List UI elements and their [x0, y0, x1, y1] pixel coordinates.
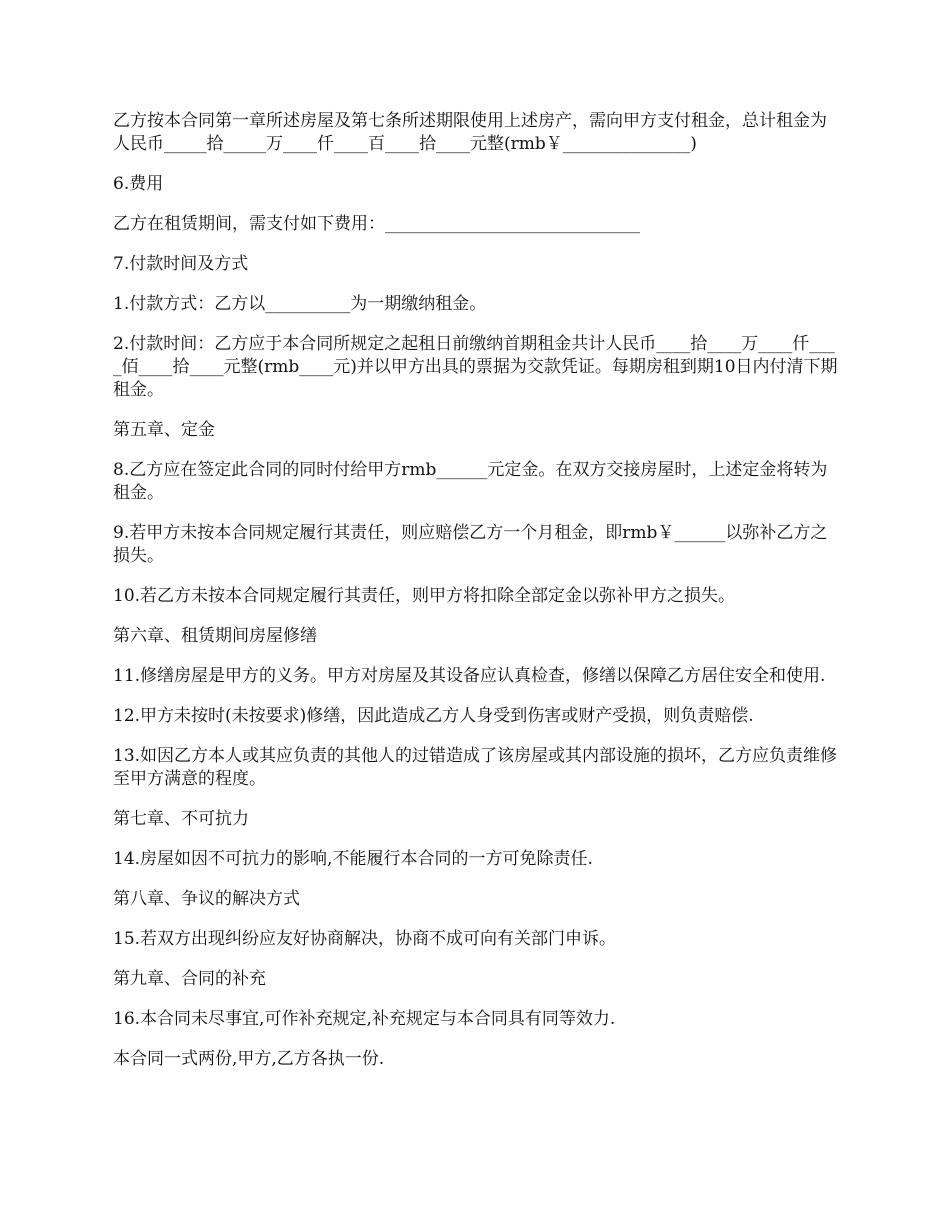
heading-payment: 7.付款时间及方式: [113, 254, 249, 274]
heading-chapter-7: 第七章、不可抗力: [113, 809, 249, 829]
paragraph-rent-total: 乙方按本合同第一章所述房屋及第七条所述期限使用上述房产，需向甲方支付租金，总计租金为人民币_____拾_____万____仟____百____拾____元整(rmb￥_______________): [113, 111, 827, 154]
paragraph-force-majeure: 14.房屋如因不可抗力的影响,不能履行本合同的一方可免除责任.: [113, 849, 593, 869]
heading-chapter-9: 第九章、合同的补充: [113, 969, 266, 989]
paragraph-tenant-damage: 13.如因乙方本人或其应负责的其他人的过错造成了该房屋或其内部设施的损坏，乙方应负责维修至甲方满意的程度。: [113, 746, 838, 789]
paragraph-payment-time: 2.付款时间：乙方应于本合同所规定之起租日前缴纳首期租金共计人民币____拾____万____仟____佰____拾____元整(rmb____元)并以甲方出具的票据为交款凭证。每期房租到期10日内付清下期租金。: [113, 334, 838, 400]
paragraph-deposit: 8.乙方应在签定此合同的同时付给甲方rmb______元定金。在双方交接房屋时，上述定金将转为租金。: [113, 460, 828, 503]
paragraph-payment-method: 1.付款方式：乙方以__________为一期缴纳租金。: [113, 294, 487, 314]
paragraph-repair-failure: 12.甲方未按时(未按要求)修缮，因此造成乙方人身受到伤害或财产受损，则负责赔偿.: [113, 706, 754, 726]
paragraph-landlord-breach: 9.若甲方未按本合同规定履行其责任，则应赔偿乙方一个月租金，即rmb￥______以弥补乙方之损失。: [113, 523, 828, 566]
heading-chapter-5: 第五章、定金: [113, 420, 215, 440]
heading-chapter-8: 第八章、争议的解决方式: [113, 889, 300, 909]
paragraph-tenant-breach: 10.若乙方未按本合同规定履行其责任，则甲方将扣除全部定金以弥补甲方之损失。: [113, 586, 736, 606]
paragraph-fees: 乙方在租赁期间，需支付如下费用：______________________________: [113, 214, 640, 234]
paragraph-dispute: 15.若双方出现纠纷应友好协商解决，协商不成可向有关部门申诉。: [113, 929, 617, 949]
heading-fees: 6.费用: [113, 174, 164, 194]
paragraph-copies: 本合同一式两份,甲方,乙方各执一份.: [113, 1049, 385, 1069]
heading-chapter-6: 第六章、租赁期间房屋修缮: [113, 626, 317, 646]
paragraph-supplement: 16.本合同未尽事宜,可作补充规定,补充规定与本合同具有同等效力.: [113, 1009, 616, 1029]
paragraph-repair-duty: 11.修缮房屋是甲方的义务。甲方对房屋及其设备应认真检查，修缮以保障乙方居住安全和使用.: [113, 666, 826, 686]
